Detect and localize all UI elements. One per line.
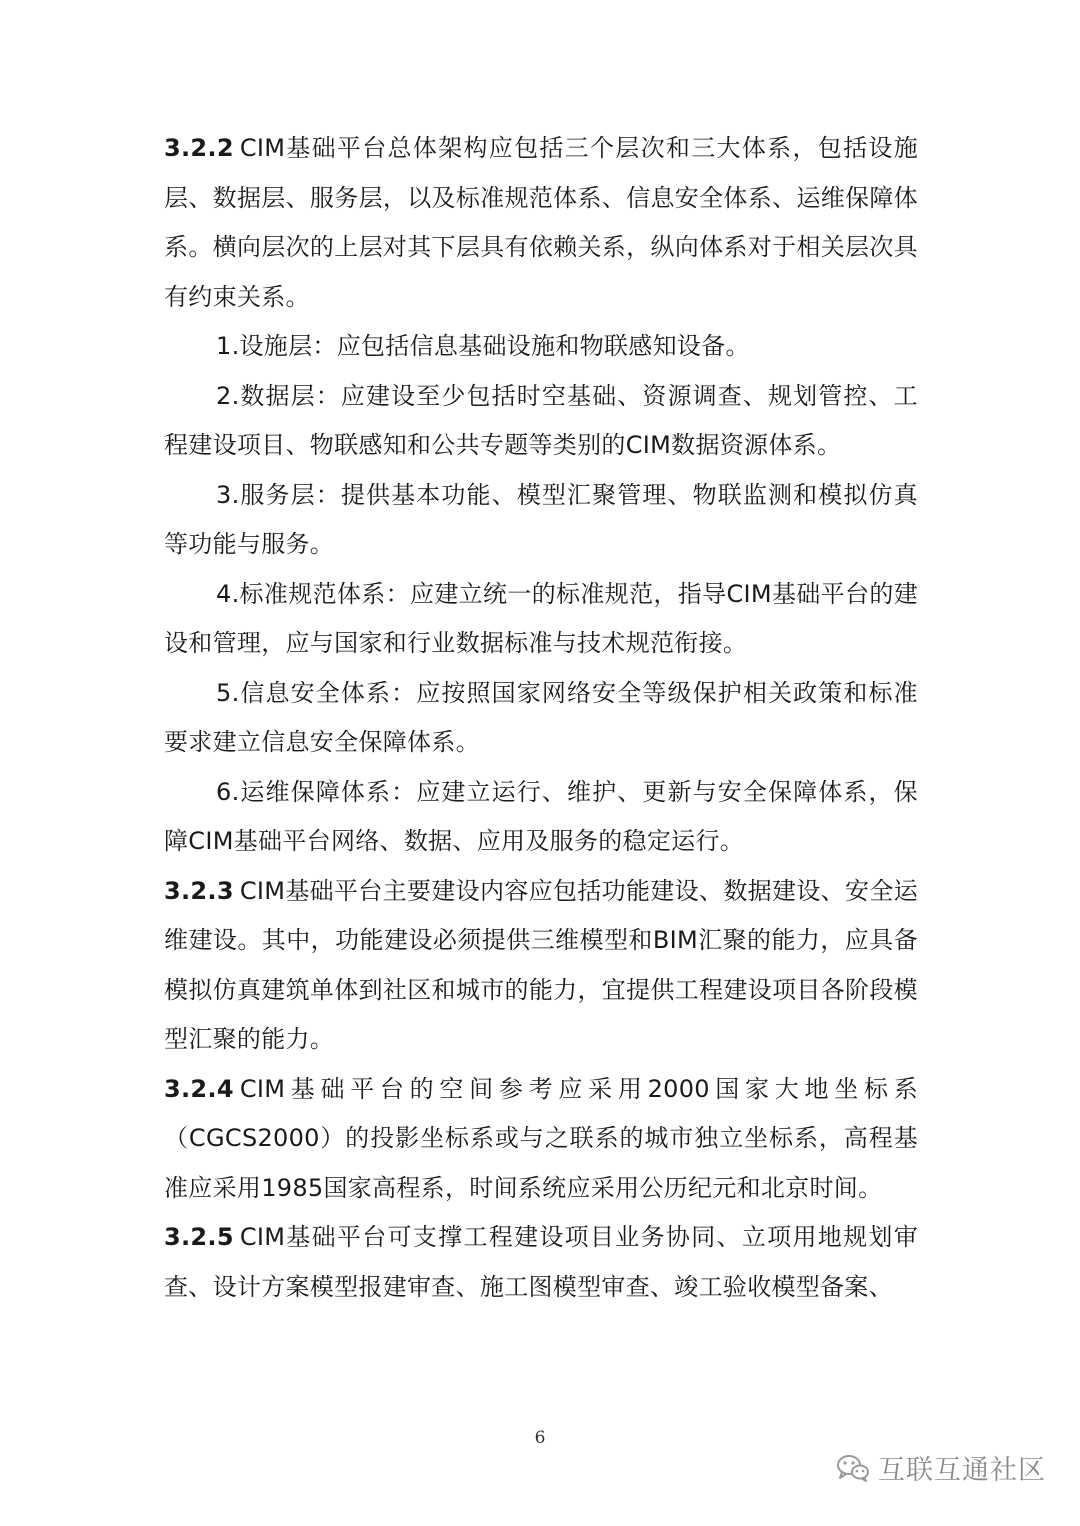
paragraph-text: CIM基础平台主要建设内容应包括功能建设、数据建设、安全运维建设。其中，功能建设必须提供三维模型和BIM汇聚的能力，应具备模拟仿真建筑单体到社区和城市的能力，宜提供工程建设项目各阶段模型汇聚的能力。 [164, 876, 918, 1053]
list-item-facility-layer: 1.设施层：应包括信息基础设施和物联感知设备。 [216, 332, 750, 360]
section-number: 3.2.5 [164, 1223, 234, 1251]
document-body [164, 124, 918, 1312]
list-item-security-system: 5.信息安全体系：应按照国家网络安全等级保护相关政策和标准要求建立信息安全保障体系。 [164, 678, 918, 756]
section-number: 3.2.3 [164, 876, 234, 905]
paragraph-3-2-2 [164, 124, 918, 322]
list-item-standards-system: 4.标准规范体系：应建立统一的标准规范，指导CIM基础平台的建设和管理，应与国家和行业数据标准与技术规范衔接。 [164, 579, 918, 657]
list-item-service-layer: 3.服务层：提供基本功能、模型汇聚管理、物联监测和模拟仿真等功能与服务。 [164, 480, 918, 558]
paragraph-text: CIM基础平台总体架构应包括三个层次和三大体系，包括设施层、数据层、服务层，以及标准规范体系、信息安全体系、运维保障体系。横向层次的上层对其下层具有依赖关系，纵向体系对于相关层次具有约束关系。 [164, 134, 918, 311]
paragraph-text: CIM基础平台的空间参考应采用2000国家大地坐标系（CGCS2000）的投影坐标系或与之联系的城市独立坐标系，高程基准应采用1985国家高程系，时间系统应采用公历纪元和北京时间。 [164, 1074, 918, 1202]
watermark [836, 1448, 1046, 1487]
wechat-icon [836, 1453, 870, 1483]
paragraph-3-2-5 [164, 1213, 918, 1312]
page-number: 6 [534, 1428, 546, 1448]
section-number: 3.2.4 [164, 1074, 234, 1103]
section-number: 3.2.2 [164, 134, 234, 162]
list-item-data-layer: 2.数据层：应建设至少包括时空基础、资源调查、规划管控、工程建设项目、物联感知和公共专题等类别的CIM数据资源体系。 [164, 381, 918, 459]
paragraph-3-2-4 [164, 1065, 918, 1214]
paragraph-3-2-3 [164, 867, 918, 1065]
list-item-operations-system: 6.运维保障体系：应建立运行、维护、更新与安全保障体系，保障CIM基础平台网络、数据、应用及服务的稳定运行。 [164, 777, 918, 855]
paragraph-text: CIM基础平台可支撑工程建设项目业务协同、立项用地规划审查、设计方案模型报建审查、施工图模型审查、竣工验收模型备案、 [164, 1223, 918, 1301]
watermark-text: 互联互通社区 [878, 1455, 1046, 1486]
